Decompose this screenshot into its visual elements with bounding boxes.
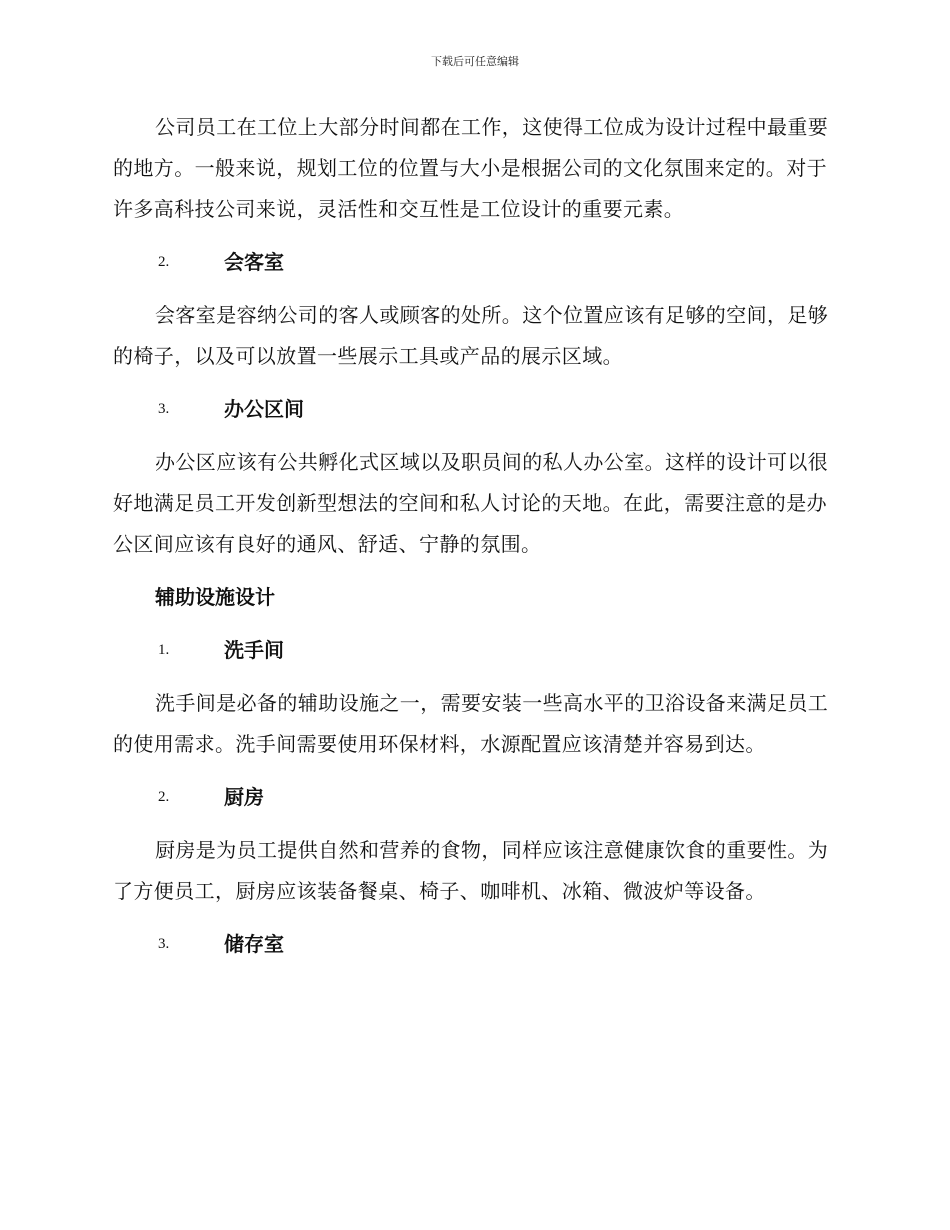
heading-title: 会客室 [224,250,284,274]
heading-reception [113,242,833,283]
heading-kitchen [113,777,833,818]
heading-number: 2. [158,254,170,270]
heading-title: 洗手间 [224,638,284,662]
paragraph-restroom: 洗手间是必备的辅助设施之一，需要安装一些高水平的卫浴设备来满足员工的使用需求。洗手间需要使用环保材料，水源配置应该清楚并容易到达。 [113,691,829,756]
heading-number: 3. [158,936,170,952]
paragraph-reception: 会客室是容纳公司的客人或顾客的处所。这个位置应该有足够的空间，足够的椅子，以及可以放置一些展示工具或产品的展示区域。 [113,303,829,368]
paragraph-office: 办公区应该有公共孵化式区域以及职员间的私人办公室。这样的设计可以很好地满足员工开发创新型想法的空间和私人讨论的天地。在此，需要注意的是办公区间应该有良好的通风、舒适、宁静的氛围。 [113,450,829,556]
paragraph-kitchen: 厨房是为员工提供自然和营养的食物，同样应该注意健康饮食的重要性。为了方便员工，厨房应该装备餐桌、椅子、咖啡机、冰箱、微波炉等设备。 [113,838,829,903]
heading-restroom [113,630,833,671]
page-header: 下载后可任意编辑 [431,55,519,68]
paragraph-workstation: 公司员工在工位上大部分时间都在工作，这使得工位成为设计过程中最重要的地方。一般来说，规划工位的位置与大小是根据公司的文化氛围来定的。对于许多高科技公司来说，灵活性和交互性是工位设计的重要元素。 [113,115,829,221]
heading-title: 办公区间 [224,397,304,421]
document-body [113,107,833,977]
heading-number: 1. [158,642,170,658]
section-title-aux: 辅助设施设计 [155,585,275,609]
heading-office [113,389,833,430]
heading-title: 储存室 [224,932,284,956]
heading-number: 2. [158,789,170,805]
heading-storage [113,924,833,965]
heading-title: 厨房 [224,785,264,809]
heading-number: 3. [158,401,170,417]
